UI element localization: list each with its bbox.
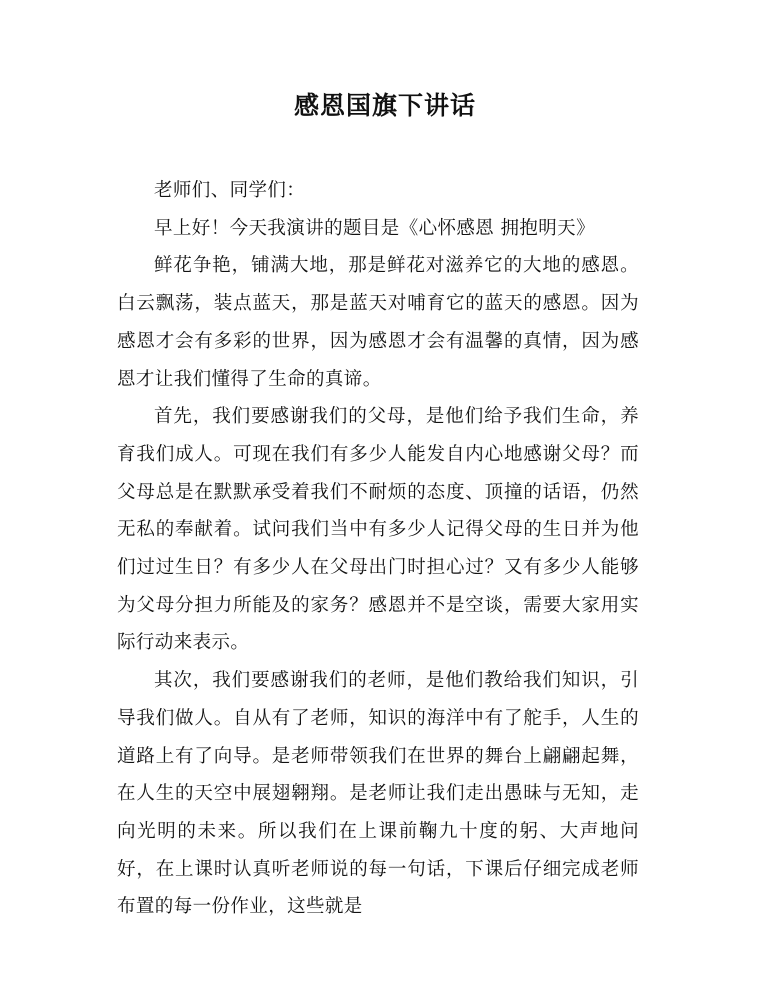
document-body (117, 172, 639, 926)
salutation-paragraph: 老师们、同学们： (154, 180, 306, 201)
body-paragraph: 鲜花争艳，铺满大地，那是鲜花对滋养它的大地的感恩。白云飘荡，装点蓝天，那是蓝天对哺育它的蓝天的感恩。因为感恩才会有多彩的世界，因为感恩才会有温馨的真情，因为感恩才让我们懂得了生命的真谛。 (117, 255, 639, 390)
body-paragraph: 其次，我们要感谢我们的老师，是他们教给我们知识，引导我们做人。自从有了老师，知识的海洋中有了舵手，人生的道路上有了向导。是老师带领我们在世界的舞台上翩翩起舞，在人生的天空中展翅翱翔。是老师让我们走出愚昧与无知，走向光明的未来。所以我们在上课前鞠九十度的躬、大声地问好，在上课时认真听老师说的每一句话，下课后仔细完成老师布置的每一份作业，这些就是 (117, 670, 639, 918)
body-paragraph: 首先，我们要感谢我们的父母，是他们给予我们生命，养育我们成人。可现在我们有多少人能发自内心地感谢父母？而父母总是在默默承受着我们不耐烦的态度、顶撞的话语，仍然无私的奉献着。试问我们当中有多少人记得父母的生日并为他们过过生日？有多少人在父母出门时担心过？又有多少人能够为父母分担力所能及的家务？感恩并不是空谈，需要大家用实际行动来表示。 (117, 406, 639, 654)
greeting-paragraph: 早上好！今天我演讲的题目是《心怀感恩 拥抱明天》 (154, 217, 595, 239)
document-title: 感恩国旗下讲话 (293, 91, 476, 120)
